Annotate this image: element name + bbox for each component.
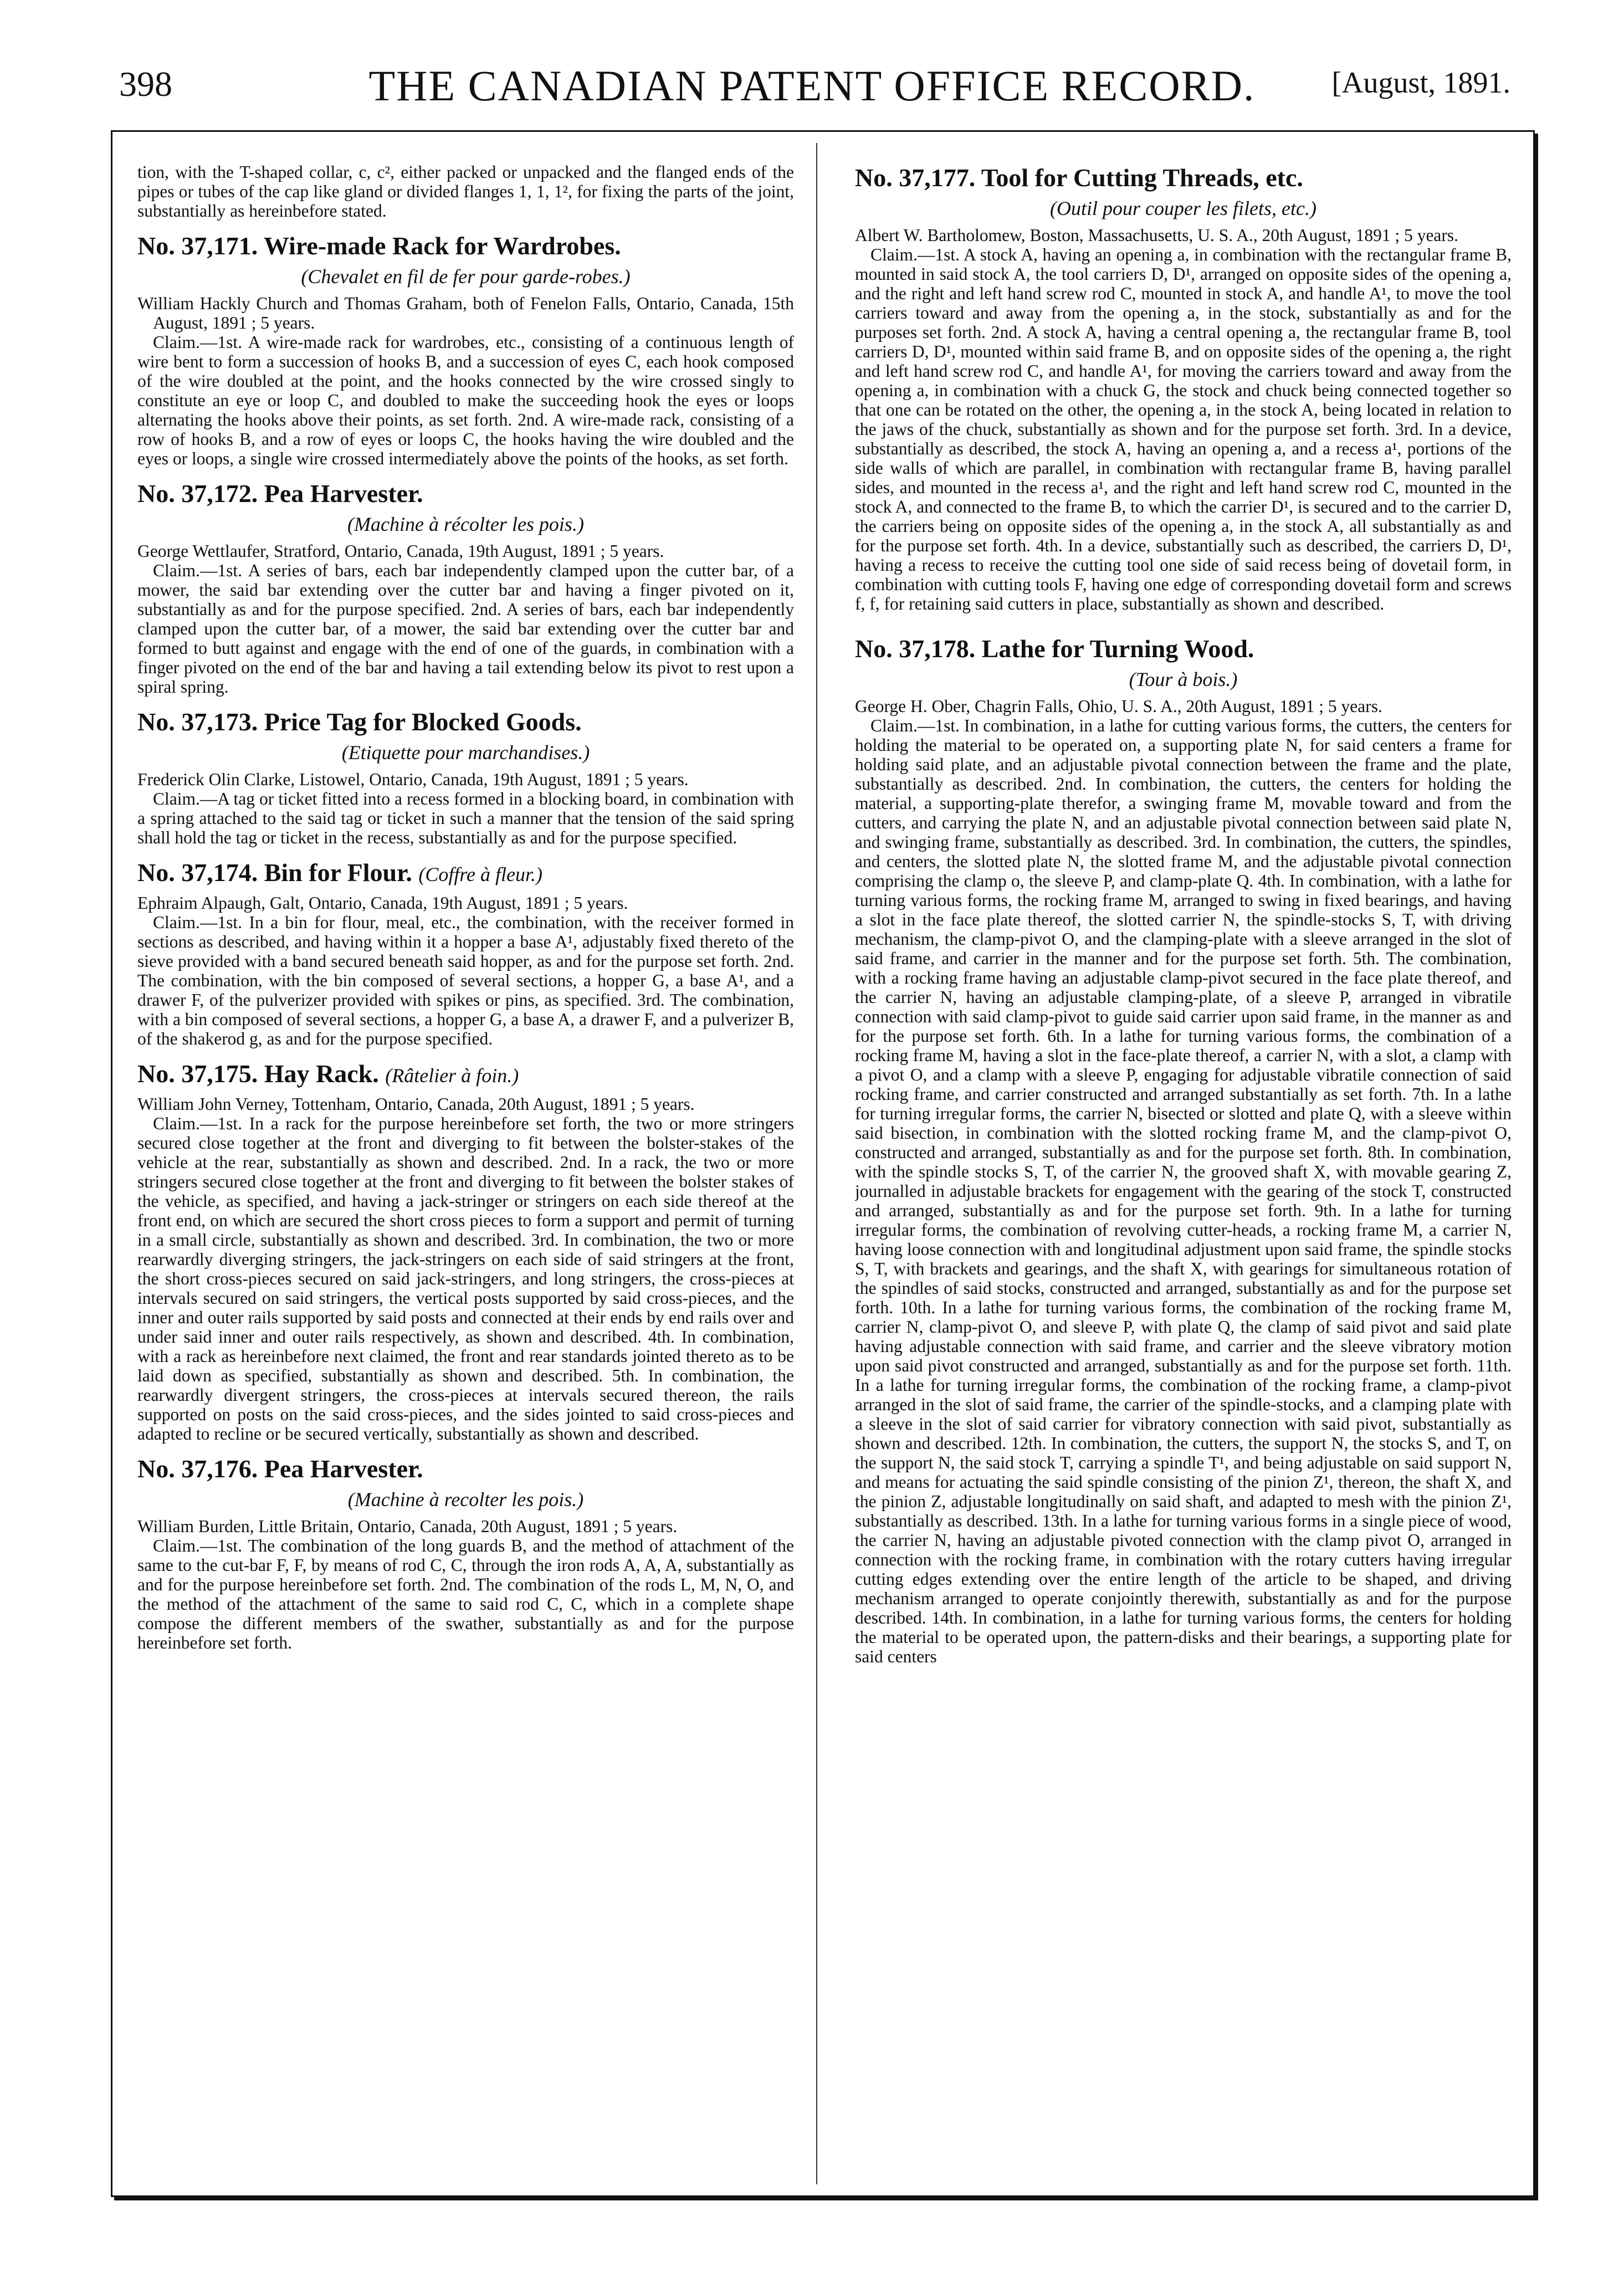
page-number: 398: [119, 64, 172, 104]
patent-entry-37177: [855, 162, 1512, 613]
entry-title-text: No. 37,174. Bin for Flour.: [137, 858, 412, 887]
entry-claim: Claim.—1st. In a rack for the purpose hereinbefore set forth, the two or more stringers secured close together at the front and diverging to fit between the bolster-stakes of the vehicle at the rear, substantially as shown and described. 2nd. In a rack, the two or more stringers secured close together at the front and diverging to fit between the bolster stakes of the vehicle, as specified, and having a jack-stringer or stringers on each side thereof at the front end, on which are secured the short cross pieces to form a support and permit of turning in a small circle, substantially as shown and described. 3rd. In combination, the two or more rearwardly diverging stringers, the jack-stringers on each side of said stringers at the front, the short cross-pieces secured on said jack-stringers, and long stringers, the cross-pieces at intervals secured on said stringers, the vertical posts supported by said cross-pieces, and the inner and outer rails supported by said posts and connected at their ends by end rails over and under said inner and outer rails respectively, as shown and described. 4th. In combination, with a rack as hereinbefore next claimed, the front and rear standards jointed thereto as to be laid down as specified, substantially as shown and described. 5th. In combination, the rearwardly divergent stringers, the cross-pieces at intervals secured thereon, the rails supported on posts on the said cross-pieces, and the sides jointed to said cross-pieces and adapted to recline or be secured vertically, substantially as shown and described.: [137, 1114, 794, 1443]
entry-title: No. 37,173. Price Tag for Blocked Goods.: [137, 708, 582, 736]
issue-date: [August, 1891.: [1331, 66, 1510, 99]
patent-entry-37176: [137, 1453, 794, 1652]
entry-inventor: George H. Ober, Chagrin Falls, Ohio, U. S. A., 20th August, 1891 ; 5 years.: [855, 697, 1382, 716]
entry-spacer: [855, 613, 1512, 623]
entry-french-title: (Coffre à fleur.): [418, 863, 542, 885]
entry-title: [137, 1058, 794, 1091]
entry-french-title: (Râtelier à foin.): [385, 1064, 519, 1087]
page-frame: [111, 130, 1535, 2197]
entry-claim: Claim.—1st. In combination, in a lathe for cutting various forms, the cutters, the centers for holding the material to be operated on, a supporting plate N, for said centers a frame for holding said plate, and an adjustable pivotal connection between the frame and the plate, substantially as described. 2nd. In combination, the cutters, the centers for holding the material, a supporting-plate therefor, a swinging frame M, movable toward and from the cutters, and carrying the plate N, and an adjustable pivotal connection between said plate N, and swinging frame, substantially as described. 3rd. In combination, the cutters, the spindles, and centers, the slotted plate N, the slotted frame M, and the adjustable pivotal connection comprising the clamp o, the sleeve P, and clamp-plate Q. 4th. In combination, with a lathe for turning various forms, the rocking frame M, arranged to swing in fixed bearings, and having a slot in the face plate thereof, the slotted carrier N, the spindle-stocks S, T, with driving mechanism, the clamp-pivot O, and the clamping-plate with a sleeve arranged in the slot of said frame, and carrier in the manner and for the purpose set forth. 5th. The combination, with a rocking frame having an adjustable clamp-pivot secured in the face plate thereof, and the carrier N, having an adjustable clamping-plate, of a sleeve P, arranged in vibratile connection with said clamp-pivot to guide said carrier upon said frame, in the manner as and for the purpose set forth. 6th. In a lathe for turning various forms, the combination of a rocking frame M, having a slot in the face-plate thereof, a carrier N, with a slot, a clamp with a pivot O, and a clamp with a sleeve P, engaging for adjustable vibratile connection of said rocking frame, and carrier constructed and arranged substantially as set forth. 7th. In a lathe for turning irregular forms, the carrier N, bisected or slotted and plate Q, with a sleeve within said bisection, in combination with the slotted rocking frame M, and the clamp-pivot O, constructed and arranged, substantially as and for the purpose set forth. 8th. In combination, with the spindle stocks S, T, of the carrier N, the grooved shaft X, with movable gearing Z, journalled in adjustable brackets for engagement with the gearing of the stock T, constructed and arranged, substantially as and for the purpose set forth. 9th. In a lathe for turning irregular forms, the combination of revolving cutter-heads, a rocking frame M, a carrier N, having loose connection with and longitudinal adjustment upon said frame, the spindle stocks S, T, with brackets and gearings, and the shaft X, with gearings for simultaneous rotation of the spindles of said stocks, constructed and arranged, substantially as and for the purpose set forth. 10th. In a lathe for turning various forms, the combination of the rocking frame M, carrier N, clamp-pivot O, and sleeve P, with plate Q, the clamp of said pivot and said plate having adjustable connection with said frame, and carrier and the sleeve vibratory motion upon said pivot constructed and arranged, substantially as and for the purpose set forth. 11th. In a lathe for turning irregular forms, the combination of the rocking frame, a clamp-pivot arranged in the slot of said frame, the carrier of the spindle-stocks, and a clamping plate with a sleeve in the slot of said carrier for vibratory connection with said pivot, substantially as shown and described. 12th. In combination, the cutters, the support N, the stocks S, and T, on the support N, the said stock T, carrying a spindle T¹, and being adjustable on said support N, and means for actuating the said spindle consisting of the pinion Z¹, thereon, the shaft X, and the pinion Z, adjustable longitudinally on said shaft, and adapted to mesh with the pinion Z¹, substantially as described. 13th. In a lathe for turning various forms in a single piece of wood, the carrier N, having an adjustable pivoted connection with the clamp pivot O, arranged in connection with the rocking frame, in combination with the rotary cutters having irregular cutting edges extending over the entire length of the article to be shaped, and driving mechanism arranged to operate conjointly therewith, substantially as and for the purpose described. 14th. In combination, in a lathe for turning various forms, the centers for holding the material to be operated upon, the pattern-disks and their bearings, a supporting plate for said centers: [855, 716, 1512, 1666]
patent-entry-37171: [137, 231, 794, 468]
entry-inventor: William Hackly Church and Thomas Graham, both of Fenelon Falls, Ontario, Canada, 15th August, 1891 ; 5 years.: [137, 294, 794, 332]
entry-title: [137, 857, 794, 890]
entry-french-title: (Machine à récolter les pois.): [347, 513, 584, 535]
entry-french-title: (Tour à bois.): [1129, 668, 1238, 690]
patent-entry-37178: [855, 633, 1512, 1666]
entry-title: No. 37,172. Pea Harvester.: [137, 479, 423, 508]
entry-claim: Claim.—1st. A stock A, having an opening a, in combination with the rectangular frame B, mounted in said stock A, the tool carriers D, D¹, arranged on opposite sides of the opening a, and the right and left hand screw rod C, mounted in stock A, and handle A¹, to move the tool carriers toward and away from the opening a, in the stock, substantially as and for the purposes set forth. 2nd. A stock A, having a central opening a, the rectangular frame B, tool carriers D, D¹, mounted within said frame B, and on opposite sides of the opening a, the right and left hand screw rod C, and handle A¹, for moving the carriers toward and away from the opening a, in combination with a chuck G, the stock and chuck being connected together so that one can be rotated on the other, the opening a, in the stock A, being located in relation to the jaws of the chuck, substantially as shown and for the purpose set forth. 3rd. In a device, substantially as described, the stock A, having an opening a, and a recess a¹, portions of the side walls of which are parallel, in combination with rectangular frame B, having parallel sides, and mounted in the recess a¹, and the right and left hand screw rod C, mounted in the stock A, and connected to the frame B, to which the carrier D¹, is secured and to the carrier D, the carriers being on opposite sides of the opening a, in the stock A, all substantially as and for the purpose set forth. 4th. In a device, substantially such as described, the carriers D, D¹, having a recess to receive the cutting tool one side of said recess being of dovetail form, in combination with cutting tools F, having one edge of corresponding dovetail form and screws f, f, for retaining said cutters in place, substantially as shown and described.: [855, 245, 1512, 613]
page-header: [0, 0, 1624, 127]
patent-entry-37175: [137, 1058, 794, 1443]
entry-inventor: Albert W. Bartholomew, Boston, Massachusetts, U. S. A., 20th August, 1891 ; 5 years.: [855, 226, 1459, 245]
entry-inventor: George Wettlaufer, Stratford, Ontario, Canada, 19th August, 1891 ; 5 years.: [137, 541, 664, 561]
entry-french-title: (Chevalet en fil de fer pour garde-robes.): [301, 265, 631, 288]
patent-entry-37174: [137, 857, 794, 1048]
entry-inventor: Ephraim Alpaugh, Galt, Ontario, Canada, 19th August, 1891 ; 5 years.: [137, 893, 628, 913]
entry-claim: Claim.—A tag or ticket fitted into a recess formed in a blocking board, in combination with a spring attached to the said tag or ticket in such a manner that the tension of the said spring shall hold the tag or ticket in the recess, substantially as and for the purpose specified.: [137, 789, 794, 847]
patent-entry-37173: [137, 707, 794, 847]
entry-claim: Claim.—1st. In a bin for flour, meal, etc., the combination, with the receiver formed in sections as described, and having within it a hopper a base A¹, adjustably fixed thereto of the sieve provided with a band secured beneath said hopper, as and for the purpose set forth. 2nd. The combination, with the bin composed of several sections, a hopper G, a base A¹, and a drawer F, of the pulverizer provided with spikes or pins, as specified. 3rd. The combination, with a bin composed of several sections, a hopper G, a base A, a drawer F, and a pulverizer B, of the shakerod g, as and for the purpose specified.: [137, 913, 794, 1048]
running-title: THE CANADIAN PATENT OFFICE RECORD.: [368, 62, 1256, 110]
entry-title: No. 37,178. Lathe for Turning Wood.: [855, 634, 1254, 663]
entry-title: No. 37,171. Wire-made Rack for Wardrobes.: [137, 232, 621, 260]
patent-entry-37172: [137, 478, 794, 697]
entry-inventor: Frederick Olin Clarke, Listowel, Ontario, Canada, 19th August, 1891 ; 5 years.: [137, 770, 689, 789]
continuation-text: tion, with the T-shaped collar, c, c², either packed or unpacked and the flanged ends of the pipes or tubes of the cap like gland or divided flanges 1, 1, 1², for fixing the parts of the joint, substantially as hereinbefore stated.: [137, 162, 794, 221]
entry-title-text: No. 37,175. Hay Rack.: [137, 1059, 379, 1088]
entry-inventor: William John Verney, Tottenham, Ontario, Canada, 20th August, 1891 ; 5 years.: [137, 1094, 695, 1114]
entry-claim: Claim.—1st. A series of bars, each bar independently clamped upon the cutter bar, of a mower, the said bar extending over the cutter bar and having a finger pivoted on it, substantially as and for the purpose specified. 2nd. A series of bars, each bar independently clamped upon the cutter bar, of a mower, the said bar extending over the cutter bar and formed to butt against and engage with the end of one of the guards, in combination with a finger pivoted on the end of the bar and having a tail extending below its pivot to rest upon a spiral spring.: [137, 561, 794, 697]
entry-title: No. 37,176. Pea Harvester.: [137, 1455, 423, 1483]
column-divider: [816, 143, 817, 2184]
entry-french-title: (Machine à recolter les pois.): [347, 1488, 584, 1511]
entry-french-title: (Etiquette pour marchandises.): [341, 741, 590, 764]
entry-claim: Claim.—1st. The combination of the long guards B, and the method of attachment of the same to the cut-bar F, F, by means of rod C, C, through the iron rods A, A, A, substantially as and for the purpose hereinbefore set forth. 2nd. The combination of the rods L, M, N, O, and the method of the attachment of the same to said rod C, C, which in a complete shape compose the different members of the swather, substantially as and for the purpose hereinbefore set forth.: [137, 1536, 794, 1652]
left-column: [137, 162, 794, 2179]
entry-claim: Claim.—1st. A wire-made rack for wardrobes, etc., consisting of a continuous length of wire bent to form a succession of hooks B, and a succession of eyes C, each hook composed of the wire doubled at the point, and the hooks connected by the wire crossed singly to constitute an eye or loop C, and doubled to make the succeeding hook the eyes or loops alternating the hooks above their points, as set forth. 2nd. A wire-made rack, consisting of a row of hooks B, and a row of eyes or loops C, the hooks having the wire doubled and the eyes or loops, a single wire crossed intermediately above the points of the hooks, as set forth.: [137, 332, 794, 468]
entry-french-title: (Outil pour couper les filets, etc.): [1050, 197, 1316, 219]
entry-inventor: William Burden, Little Britain, Ontario, Canada, 20th August, 1891 ; 5 years.: [137, 1517, 678, 1536]
entry-title: No. 37,177. Tool for Cutting Threads, etc.: [855, 163, 1303, 192]
right-column: [855, 162, 1512, 2179]
